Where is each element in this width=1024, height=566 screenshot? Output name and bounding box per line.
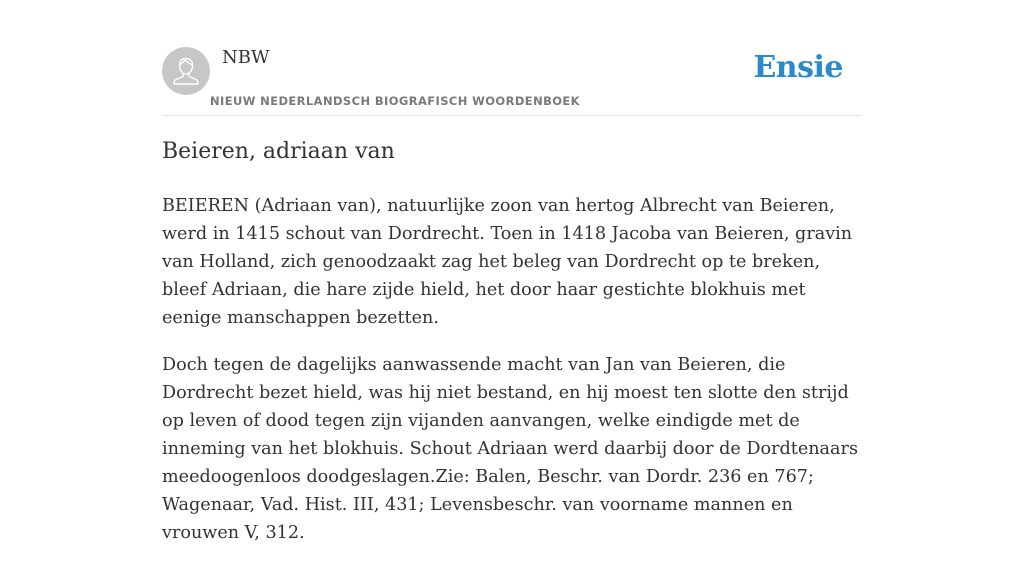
page-header <box>162 46 862 116</box>
page-title: Beieren, adriaan van <box>162 139 395 164</box>
ensie-logo[interactable]: Ensie <box>753 50 843 85</box>
article-paragraph-1: BEIEREN (Adriaan van), natuurlijke zoon van hertog Albrecht van Beieren, werd in 1415 schout van Dordrecht. Toen in 1418 Jacoba van Beieren, gravin van Holland, zich genoodzaakt zag het beleg van Dordrecht op te breken, bleef Adriaan, die hare zijde hield, het door haar gestichte blokhuis met eenige manschappen bezetten. <box>162 196 853 328</box>
author-name[interactable]: NBW <box>222 47 270 68</box>
author-avatar[interactable] <box>162 47 210 95</box>
article-paragraph-2: Doch tegen de dagelijks aanwassende macht van Jan van Beieren, die Dordrecht bezet hield, was hij niet bestand, en hij moest ten slotte den strijd op leven of dood tegen zijn vijanden aanvangen, welke eindigde met de inneming van het blokhuis. Schout Adriaan werd daarbij door de Dordtenaars meedoogenloos doodgeslagen.Zie: Balen, Beschr. van Dordr. 236 en 767; Wagenaar, Vad. Hist. III, 431; Levensbeschr. van voorname mannen en vrouwen V, 312. <box>162 355 858 543</box>
user-silhouette-icon <box>162 47 210 95</box>
article-body <box>162 192 867 566</box>
source-title[interactable]: NIEUW NEDERLANDSCH BIOGRAFISCH WOORDENBOEK <box>210 94 580 108</box>
